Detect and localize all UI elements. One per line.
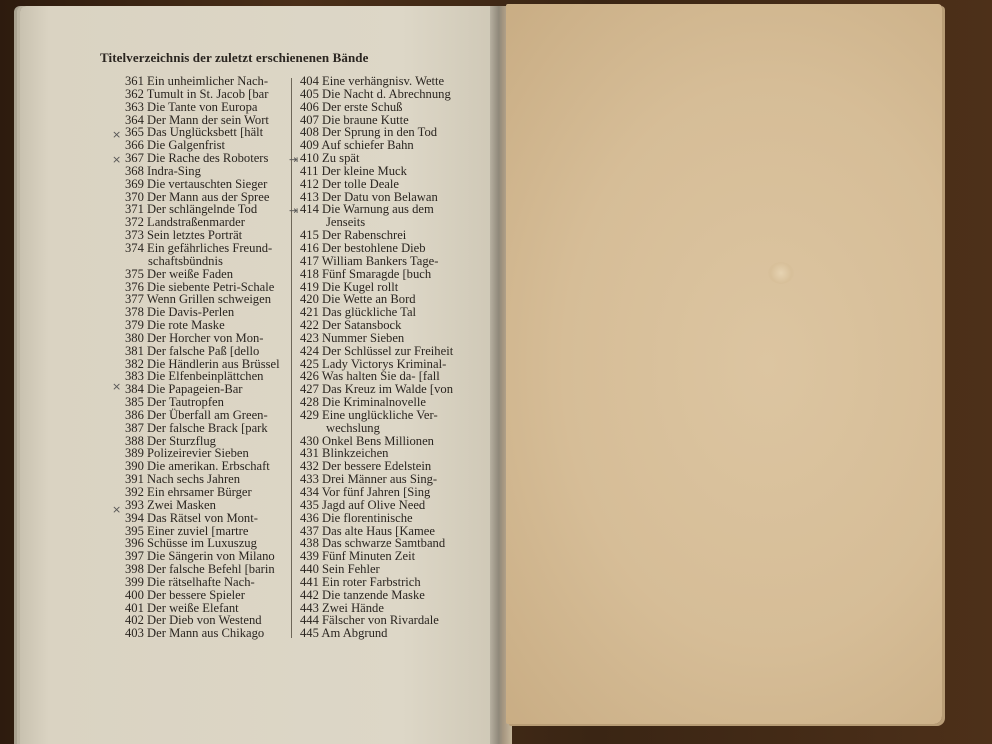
title-entry: 415 Der Rabenschrei xyxy=(300,228,407,243)
pencil-arrow-mark: ⇥ xyxy=(289,153,299,166)
title-entry: 427 Das Kreuz im Walde [von xyxy=(300,382,453,397)
title-entry: 421 Das glückliche Tal xyxy=(300,305,417,320)
title-entry: 422 Der Satansbock xyxy=(300,318,402,333)
title-entry: 367 Die Rache des Roboters xyxy=(125,151,269,166)
title-entry: 425 Lady Victorys Kriminal- xyxy=(300,356,447,371)
title-entry: 411 Der kleine Muck xyxy=(300,163,407,178)
title-entry: 385 Der Tautropfen xyxy=(125,395,224,410)
title-entry: 441 Ein roter Farbstrich xyxy=(300,574,421,589)
title-entry: 368 Indra-Sing xyxy=(125,163,201,178)
title-entry: 375 Der weiße Faden xyxy=(125,266,234,281)
title-entry: 379 Die rote Maske xyxy=(125,318,225,333)
title-entry: 394 Das Rätsel von Mont- xyxy=(125,510,258,525)
title-entry: 418 Fünf Smaragde [buch xyxy=(300,266,432,281)
title-list-left xyxy=(120,75,290,640)
title-entry: 433 Drei Männer aus Sing- xyxy=(300,472,438,487)
title-entry: 362 Tumult in St. Jacob [bar xyxy=(125,86,269,101)
title-entry: 444 Fälscher von Rivardale xyxy=(300,613,439,628)
title-entry: 419 Die Kugel rollt xyxy=(300,279,399,294)
pencil-x-mark: × xyxy=(112,153,122,166)
title-entry: 423 Nummer Sieben xyxy=(300,330,405,345)
title-entry: 378 Die Davis-Perlen xyxy=(125,305,235,320)
title-entry: 401 Der weiße Elefant xyxy=(125,600,239,615)
title-entry: 416 Der bestohlene Dieb xyxy=(300,240,426,255)
title-entry: 374 Ein gefährliches Freund- xyxy=(125,240,273,255)
pencil-x-mark: × xyxy=(112,503,122,516)
title-entry: 371 Der schlängelnde Tod xyxy=(125,202,258,217)
title-entry: 404 Eine verhängnisv. Wette xyxy=(300,74,445,88)
title-entry: 384 Die Papageien-Bar xyxy=(125,382,243,397)
title-entry: 397 Die Sängerin von Milano xyxy=(125,549,275,564)
title-entry: 386 Der Überfall am Green- xyxy=(125,407,268,422)
title-entry: 440 Sein Fehler xyxy=(300,562,380,577)
title-entry: 445 Am Abgrund xyxy=(300,626,388,641)
pencil-x-mark: × xyxy=(112,380,122,393)
title-entry: 363 Die Tante von Europa xyxy=(125,99,258,114)
title-entry: 392 Ein ehrsamer Bürger xyxy=(125,485,252,499)
title-entry: 366 Die Galgenfrist xyxy=(125,138,226,153)
title-entry: 417 William Bankers Tage- xyxy=(300,253,439,268)
title-entry: 400 Der bessere Spieler xyxy=(125,587,245,602)
right-blank-page xyxy=(506,4,942,724)
title-entry: wechslung xyxy=(326,420,380,435)
title-entry: 381 Der falsche Paß [dello xyxy=(125,343,260,358)
title-entry: 393 Zwei Masken xyxy=(125,497,216,512)
title-entry: 376 Die siebente Petri-Schale xyxy=(125,279,275,294)
title-entry: 377 Wenn Grillen schweigen xyxy=(125,292,271,307)
title-entry: 361 Ein unheimlicher Nach- xyxy=(125,74,269,88)
title-entry: 372 Landstraßenmarder xyxy=(125,215,245,230)
title-entry: 396 Schüsse im Luxuszug xyxy=(125,536,257,551)
title-entry: 420 Die Wette an Bord xyxy=(300,292,416,307)
title-entry: 380 Der Horcher von Mon- xyxy=(125,330,264,345)
title-entry: 408 Der Sprung in den Tod xyxy=(300,125,438,140)
title-entry: 390 Die amerikan. Erbschaft xyxy=(125,459,270,474)
pencil-x-mark: × xyxy=(112,128,122,141)
title-entry: 428 Die Kriminalnovelle xyxy=(300,395,426,410)
title-entry: 403 Der Mann aus Chikago xyxy=(125,626,265,641)
title-entry: 402 Der Dieb von Westend xyxy=(125,613,262,628)
title-entry: 391 Nach sechs Jahren xyxy=(125,472,241,487)
title-entry: 369 Die vertauschten Sieger xyxy=(125,176,268,191)
title-entry: 399 Die rätselhafte Nach- xyxy=(125,574,255,589)
title-entry: 365 Das Unglücksbett [hält xyxy=(125,125,264,140)
title-entry: 410 Zu spät xyxy=(300,151,360,166)
title-entry: 389 Polizeirevier Sieben xyxy=(125,446,249,461)
title-entry: 430 Onkel Bens Millionen xyxy=(300,433,434,448)
page-title: Titelverzeichnis der zuletzt erschienenen Bände xyxy=(100,50,369,65)
title-entry: 414 Die Warnung aus dem xyxy=(300,202,434,217)
title-list-right xyxy=(298,75,478,640)
title-entry: 373 Sein letztes Porträt xyxy=(125,228,243,243)
title-entry: 413 Der Datu von Belawan xyxy=(300,189,438,204)
title-entry: Jenseits xyxy=(326,215,366,230)
title-entry: 436 Die florentinische xyxy=(300,510,413,525)
title-entry: 426 Was halten Sie da- [fall xyxy=(300,369,440,384)
title-entry: 364 Der Mann der sein Wort xyxy=(125,112,269,127)
title-entry: 382 Die Händlerin aus Brüssel xyxy=(125,356,280,371)
title-entry: 395 Einer zuviel [martre xyxy=(125,523,249,538)
title-entry: 439 Fünf Minuten Zeit xyxy=(300,549,416,564)
pencil-arrow-mark: ⇥ xyxy=(289,204,299,217)
title-entry: 387 Der falsche Brack [park xyxy=(125,420,268,435)
paper-stain xyxy=(768,262,794,284)
title-entry: 438 Das schwarze Samtband xyxy=(300,536,446,551)
title-entry: 370 Der Mann aus der Spree xyxy=(125,189,270,204)
title-entry: 398 Der falsche Befehl [barin xyxy=(125,562,275,577)
title-entry: 437 Das alte Haus [Kamee xyxy=(300,523,435,538)
title-entry: 383 Die Elfenbeinplättchen xyxy=(125,369,264,384)
title-entry: 406 Der erste Schuß xyxy=(300,99,403,114)
title-entry: 435 Jagd auf Olive Need xyxy=(300,497,426,512)
title-entry: 388 Der Sturzflug xyxy=(125,433,216,448)
title-entry: schaftsbündnis xyxy=(148,253,223,268)
title-entry: 432 Der bessere Edelstein xyxy=(300,459,432,474)
title-entry: 407 Die braune Kutte xyxy=(300,112,409,127)
title-entry: 409 Auf schiefer Bahn xyxy=(300,138,414,153)
title-entry: 443 Zwei Hände xyxy=(300,600,384,615)
title-entry: 412 Der tolle Deale xyxy=(300,176,399,191)
title-entry: 434 Vor fünf Jahren [Sing xyxy=(300,485,431,499)
title-entry: 442 Die tanzende Maske xyxy=(300,587,425,602)
title-entry: 424 Der Schlüssel zur Freiheit xyxy=(300,343,454,358)
title-entry: 431 Blinkzeichen xyxy=(300,446,389,461)
title-entry: 405 Die Nacht d. Abrechnung xyxy=(300,86,451,101)
title-entry: 429 Eine unglückliche Ver- xyxy=(300,407,438,422)
